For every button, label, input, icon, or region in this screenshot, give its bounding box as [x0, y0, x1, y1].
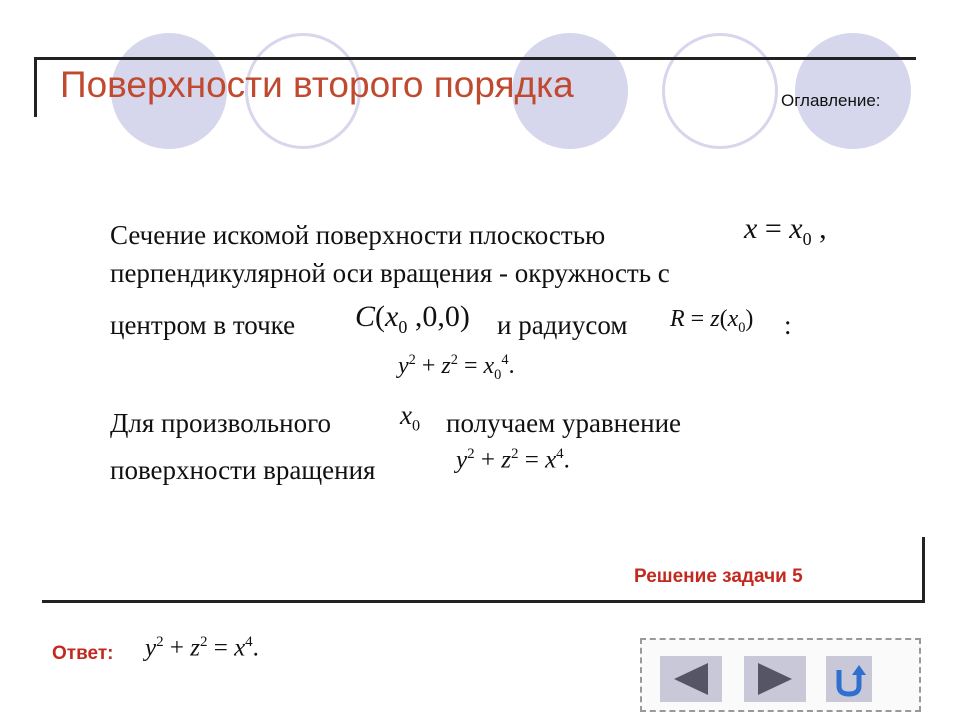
text-line: и радиусом — [497, 310, 628, 340]
footer-rule — [42, 600, 925, 603]
footer-rule-right — [922, 537, 925, 603]
header-rule — [36, 57, 916, 60]
text-line: центром в точке — [110, 310, 296, 340]
answer-label: Ответ: — [52, 643, 114, 664]
page-title: Поверхности второго порядка — [60, 64, 574, 105]
decor-ring — [662, 33, 778, 149]
formula-answer: $y^2 + z^2 = x^4$. — [145, 634, 259, 662]
forward-button[interactable] — [744, 656, 806, 702]
header-rule-left — [34, 57, 37, 117]
triangle-right-icon — [744, 656, 806, 702]
text-line: Для произвольного — [110, 408, 331, 438]
text-line: Сечение искомой поверхности плоскостью — [110, 220, 606, 250]
text-line: : — [784, 310, 792, 340]
formula-radius: $R = z(x_0)$ — [670, 306, 754, 336]
formula-x0: $x_0$ — [400, 400, 421, 435]
triangle-left-icon — [660, 656, 722, 702]
formula-center-point: $C(x_0$ ,0,0) — [355, 300, 470, 337]
return-button[interactable] — [826, 656, 872, 702]
formula-surface-equation: $y^2 + z^2 = x^4$. — [456, 446, 570, 474]
text-line: получаем уравнение — [446, 408, 681, 438]
formula-circle-equation: $y^2 + z^2 = x_0^4$. — [398, 352, 515, 383]
text-line: перпендикулярной оси вращения - окружность с — [110, 258, 670, 288]
navigation-panel — [640, 638, 921, 712]
back-button[interactable] — [660, 656, 722, 702]
formula-plane: $x = x_0$ , — [744, 212, 827, 249]
solution-link[interactable]: Решение задачи 5 — [634, 566, 803, 587]
text-line: поверхности вращения — [110, 455, 376, 485]
table-of-contents-link[interactable]: Оглавление: — [781, 91, 881, 110]
u-turn-arrow-icon — [826, 656, 872, 702]
